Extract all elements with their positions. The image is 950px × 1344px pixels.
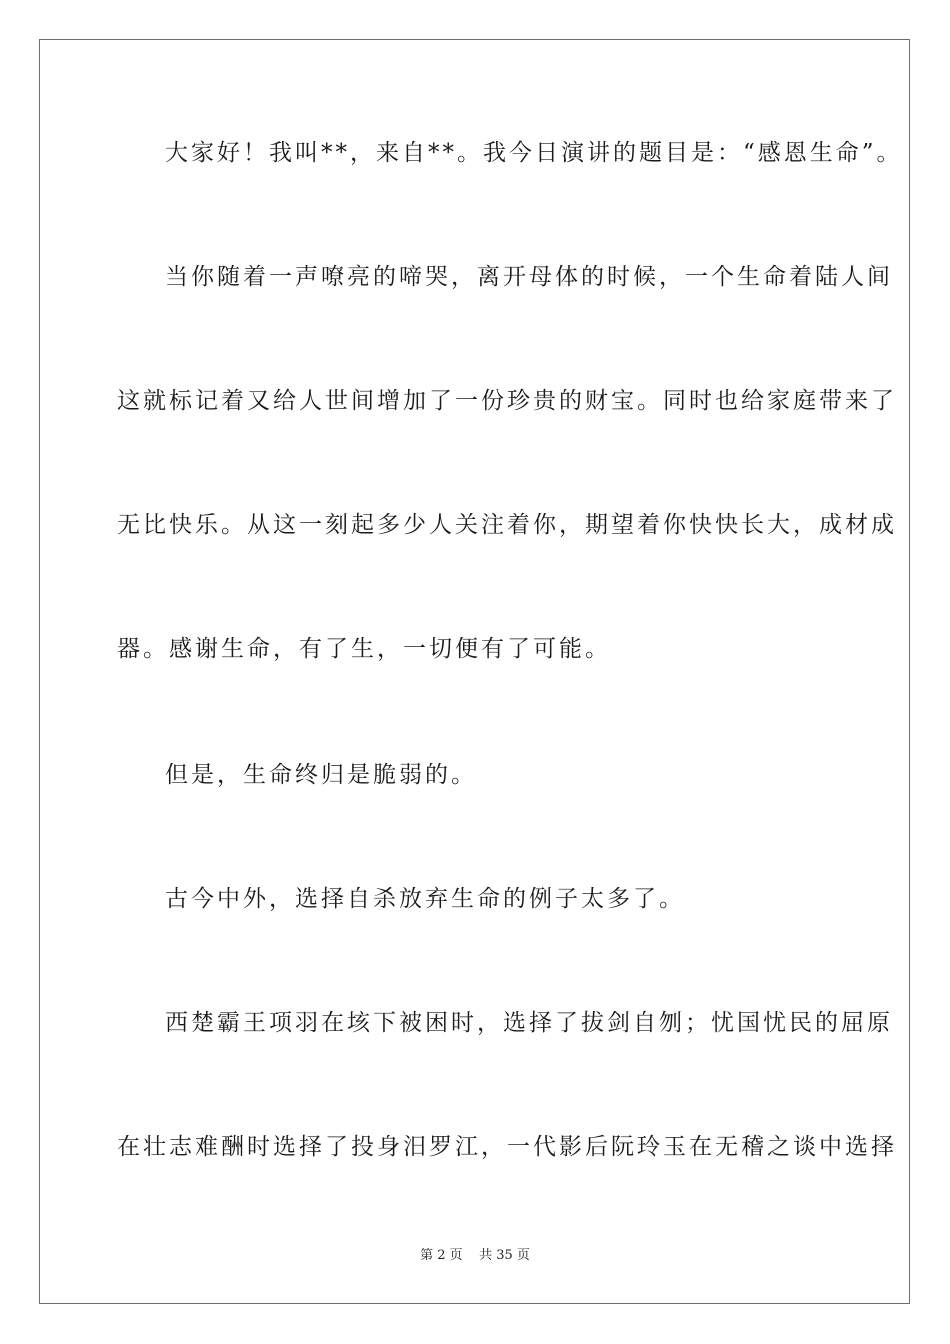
paragraph-line-7: 古今中外，选择自杀放弃生命的例子太多了。 [165, 886, 685, 912]
paragraph-line-5: 器。感谢生命，有了生，一切便有了可能。 [117, 636, 611, 662]
page-number-footer: 第 2 页 共 35 页 [420, 1248, 530, 1263]
paragraph-line-9: 在壮志难酬时选择了投身汨罗江，一代影后阮玲玉在无稽之谈中选择 [117, 1134, 897, 1160]
paragraph-line-8: 西楚霸王项羽在垓下被困时，选择了拔剑自刎；忧国忧民的屈原 [165, 1010, 893, 1036]
paragraph-line-2: 当你随着一声嘹亮的啼哭，离开母体的时候，一个生命着陆人间 [165, 264, 893, 290]
paragraph-line-1: 大家好！我叫**，来自**。我今日演讲的题目是：“感恩生命”。 [165, 140, 903, 166]
paragraph-line-6: 但是，生命终归是脆弱的。 [165, 762, 477, 788]
paragraph-line-4: 无比快乐。从这一刻起多少人关注着你，期望着你快快长大，成材成 [117, 512, 897, 538]
page-border [39, 39, 910, 1304]
paragraph-line-3: 这就标记着又给人世间增加了一份珍贵的财宝。同时也给家庭带来了 [117, 388, 897, 414]
